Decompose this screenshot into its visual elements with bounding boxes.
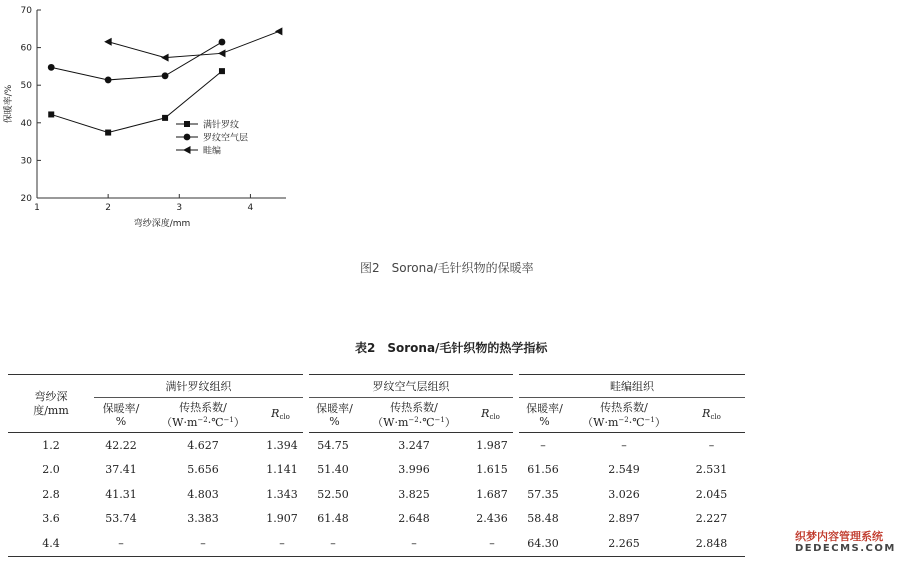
x-tick-label: 3 bbox=[176, 203, 183, 213]
warmth-unit: % bbox=[539, 415, 550, 428]
sub-header-row bbox=[8, 398, 745, 433]
sub-header-rclo: $R_{clo}$ bbox=[702, 406, 721, 421]
table-cell: 1.394 bbox=[266, 438, 298, 452]
sub-header-heat-transfer bbox=[360, 398, 468, 433]
table-cell: – bbox=[200, 536, 206, 550]
sub-header-rclo: $R_{clo}$ bbox=[271, 406, 290, 421]
table-cell: 58.48 bbox=[527, 512, 559, 526]
legend-label: 满针罗纹 bbox=[203, 120, 240, 131]
sub-header-warmth bbox=[516, 398, 570, 433]
table-cell: 61.56 bbox=[527, 463, 559, 477]
x-tick-label: 4 bbox=[247, 203, 254, 213]
data-point-square bbox=[184, 121, 190, 127]
table-cell: 2.848 bbox=[695, 536, 728, 550]
table-cell: 64.30 bbox=[527, 536, 559, 550]
y-tick-label: 60 bbox=[20, 43, 32, 54]
heat-transfer-unit: $(W\cdot m^{-2}\cdot℃^{-1})$ bbox=[372, 416, 456, 429]
table-body bbox=[8, 433, 745, 557]
x-ticks bbox=[34, 194, 253, 213]
row-label-cell: 2.8 bbox=[42, 487, 60, 501]
watermark-line1: 织梦内容管理系统 bbox=[795, 530, 883, 543]
x-axis-label: 弯纱深度/mm bbox=[133, 219, 191, 229]
sub-header-warmth bbox=[94, 398, 148, 433]
table-cell: 3.247 bbox=[398, 438, 430, 452]
table-cell: – bbox=[279, 536, 285, 550]
table-cell: 2.045 bbox=[695, 487, 728, 501]
heat-transfer-label: 传热系数/ bbox=[600, 401, 648, 414]
series-2 bbox=[48, 39, 226, 84]
table-cell: 2.436 bbox=[476, 512, 508, 526]
x-tick-label: 1 bbox=[34, 203, 40, 213]
heat-transfer-unit: $(W\cdot m^{-2}\cdot℃^{-1})$ bbox=[161, 416, 245, 429]
table-cell: 61.48 bbox=[317, 512, 349, 526]
sub-header-heat-transfer bbox=[570, 398, 678, 433]
table-cell: 53.74 bbox=[105, 512, 137, 526]
series-line bbox=[51, 42, 222, 80]
data-point-triangle bbox=[104, 38, 112, 46]
table-cell: 4.803 bbox=[187, 487, 219, 501]
warmth-rate-chart bbox=[0, 0, 300, 240]
legend-item bbox=[176, 132, 248, 144]
sub-header-rclo: $R_{clo}$ bbox=[481, 406, 500, 421]
table-cell: 3.026 bbox=[608, 487, 640, 501]
table-cell: 2.531 bbox=[695, 463, 728, 477]
legend-label: 畦编 bbox=[203, 146, 222, 157]
warmth-unit: % bbox=[115, 415, 127, 428]
heat-transfer-unit: $(W\cdot m^{-2}\cdot℃^{-1})$ bbox=[582, 416, 666, 429]
table-cell: – bbox=[411, 536, 417, 550]
table-cell: 1.687 bbox=[476, 487, 508, 501]
data-point-circle bbox=[219, 39, 226, 46]
table-cell: 2.265 bbox=[608, 536, 640, 550]
row-header-label: 弯纱深度/mm bbox=[33, 389, 69, 417]
figure-caption: 图2 Sorona/毛针织物的保暖率 bbox=[360, 261, 534, 275]
table-cell: 2.897 bbox=[608, 512, 640, 526]
table-cell: 2.648 bbox=[398, 512, 430, 526]
table-cell: 42.22 bbox=[105, 438, 137, 452]
data-point-triangle bbox=[183, 146, 191, 154]
series-3 bbox=[104, 27, 282, 61]
table-cell: 1.343 bbox=[266, 487, 298, 501]
table-cell: 3.996 bbox=[398, 463, 430, 477]
group-header-tuck: 畦编组织 bbox=[516, 375, 745, 398]
data-point-triangle bbox=[218, 49, 226, 57]
data-point-square bbox=[48, 111, 54, 117]
data-point-circle bbox=[48, 64, 55, 71]
sub-header-warmth bbox=[306, 398, 360, 433]
group-header-rib-air: 罗纹空气层组织 bbox=[306, 375, 516, 398]
sub-header-heat-transfer bbox=[148, 398, 258, 433]
table-row bbox=[8, 433, 745, 458]
table-cell: – bbox=[621, 438, 627, 452]
data-point-triangle bbox=[161, 54, 169, 62]
watermark-line2: DEDECMS.COM bbox=[795, 543, 896, 554]
watermark bbox=[795, 528, 901, 558]
y-axis-label: 保暖率/% bbox=[4, 84, 14, 124]
x-tick-label: 2 bbox=[105, 203, 112, 213]
table-row bbox=[8, 531, 745, 556]
y-ticks bbox=[21, 6, 41, 204]
table-cell: – bbox=[540, 438, 546, 452]
table-row bbox=[8, 458, 745, 483]
table-cell: – bbox=[489, 536, 495, 550]
table-cell: 2.549 bbox=[608, 463, 640, 477]
table-cell: 3.383 bbox=[187, 512, 219, 526]
data-point-circle bbox=[105, 77, 112, 84]
legend-item bbox=[176, 119, 239, 131]
table-cell: 1.987 bbox=[476, 438, 508, 452]
data-point-circle bbox=[162, 72, 169, 79]
data-point-circle bbox=[184, 134, 191, 141]
table-cell: 3.825 bbox=[398, 487, 430, 501]
table-cell: – bbox=[708, 438, 715, 452]
table-cell: 2.227 bbox=[695, 512, 728, 526]
heat-transfer-label: 传热系数/ bbox=[179, 401, 227, 414]
series-line bbox=[108, 31, 279, 57]
warmth-label: 保暖率/ bbox=[102, 402, 140, 415]
y-tick-label: 50 bbox=[20, 81, 32, 92]
row-label-cell: 3.6 bbox=[42, 512, 60, 526]
chart-legend bbox=[176, 119, 248, 157]
y-tick-label: 30 bbox=[20, 156, 32, 167]
warmth-label: 保暖率/ bbox=[316, 402, 353, 415]
table-caption: 表2 Sorona/毛针织物的热学指标 bbox=[355, 341, 548, 355]
y-tick-label: 40 bbox=[20, 118, 32, 129]
y-tick-label: 70 bbox=[20, 6, 32, 16]
data-point-square bbox=[219, 68, 225, 74]
y-tick-label: 20 bbox=[20, 194, 32, 204]
data-point-square bbox=[162, 115, 168, 121]
table-cell: 1.141 bbox=[266, 463, 298, 477]
data-point-square bbox=[105, 130, 111, 136]
row-label-cell: 4.4 bbox=[42, 536, 60, 550]
table-cell: – bbox=[118, 536, 124, 550]
table-cell: 52.50 bbox=[317, 487, 349, 501]
table-cell: 51.40 bbox=[317, 463, 349, 477]
table-cell: 5.656 bbox=[187, 463, 219, 477]
table-cell: 37.41 bbox=[105, 463, 137, 477]
heat-transfer-label: 传热系数/ bbox=[390, 401, 438, 414]
table-cell: 57.35 bbox=[527, 487, 559, 501]
table-cell: 4.627 bbox=[187, 438, 219, 452]
data-point-triangle bbox=[275, 27, 283, 35]
series-layer bbox=[48, 27, 283, 135]
row-label-cell: 1.2 bbox=[42, 438, 60, 452]
thermal-index-table bbox=[8, 374, 745, 557]
table-row bbox=[8, 482, 745, 507]
warmth-unit: % bbox=[329, 415, 340, 428]
table-cell: 41.31 bbox=[105, 487, 137, 501]
table-cell: 54.75 bbox=[317, 438, 349, 452]
group-header-row bbox=[8, 375, 745, 398]
legend-label: 罗纹空气层 bbox=[203, 133, 249, 144]
row-header bbox=[8, 375, 94, 433]
warmth-label: 保暖率/ bbox=[526, 402, 563, 415]
row-label-cell: 2.0 bbox=[42, 463, 60, 477]
table-cell: – bbox=[330, 536, 336, 550]
legend-item bbox=[176, 145, 221, 157]
axes bbox=[37, 10, 286, 198]
table-row bbox=[8, 507, 745, 532]
series-line bbox=[51, 71, 222, 132]
table-cell: 1.907 bbox=[266, 512, 298, 526]
table-cell: 1.615 bbox=[476, 463, 508, 477]
group-header-rib: 满针罗纹组织 bbox=[94, 375, 306, 398]
